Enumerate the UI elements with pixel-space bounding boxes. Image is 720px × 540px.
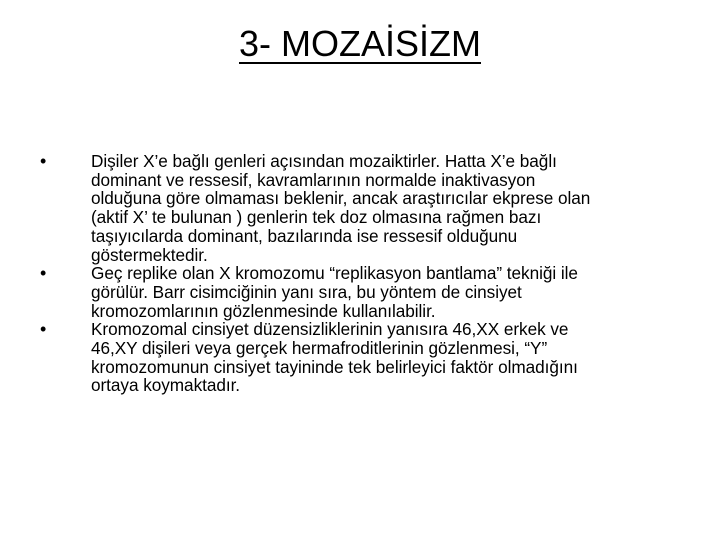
- text-line: görülür. Barr cisimciğinin yanı sıra, bu yöntem de cinsiyet: [91, 281, 522, 302]
- bullet-item-sex-determination: [0, 320, 720, 395]
- bullet-text: [91, 264, 691, 320]
- text-line: Geç replike olan X kromozomu “replikasyon bantlama” tekniği ile: [91, 263, 578, 284]
- text-line: dominant ve ressesif, kavramlarının normalde inaktivasyon: [91, 169, 536, 190]
- bullet-marker: •: [40, 151, 47, 171]
- bullet-text: [91, 320, 691, 395]
- text-line: kromozomlarının gözlenmesinde kullanılabilir.: [91, 300, 436, 321]
- bullet-marker: •: [40, 263, 47, 284]
- bullet-marker: •: [40, 319, 47, 340]
- bullet-text: [91, 152, 691, 264]
- text-line: taşıyıcılarda dominant, bazılarında ise ressesif olduğunu: [91, 225, 518, 246]
- text-line: göstermektedir.: [91, 244, 208, 265]
- bullet-item-replication-banding: [0, 264, 720, 320]
- bullet-list: [0, 152, 720, 395]
- text-line: Dişiler X’e bağlı genleri açısından mozaiktirler. Hatta X’e bağlı: [91, 151, 557, 171]
- text-line: (aktif X’ te bulunan ) genlerin tek doz olmasına rağmen bazı: [91, 207, 542, 228]
- text-line: ortaya koymaktadır.: [91, 375, 241, 396]
- text-line: kromozomunun cinsiyet tayininde tek belirleyici faktör olmadığını: [91, 356, 578, 377]
- slide-title: 3- MOZAİSİZM: [239, 23, 481, 64]
- bullet-item-inactivation: [0, 152, 720, 264]
- text-line: Kromozomal cinsiyet düzensizliklerinin yanısıra 46,XX erkek ve: [91, 319, 569, 340]
- text-line: olduğuna göre olmaması beklenir, ancak araştırıcılar ekprese olan: [91, 188, 591, 209]
- text-line: 46,XY dişileri veya gerçek hermafroditlerinin gözlenmesi, “Y”: [91, 338, 548, 359]
